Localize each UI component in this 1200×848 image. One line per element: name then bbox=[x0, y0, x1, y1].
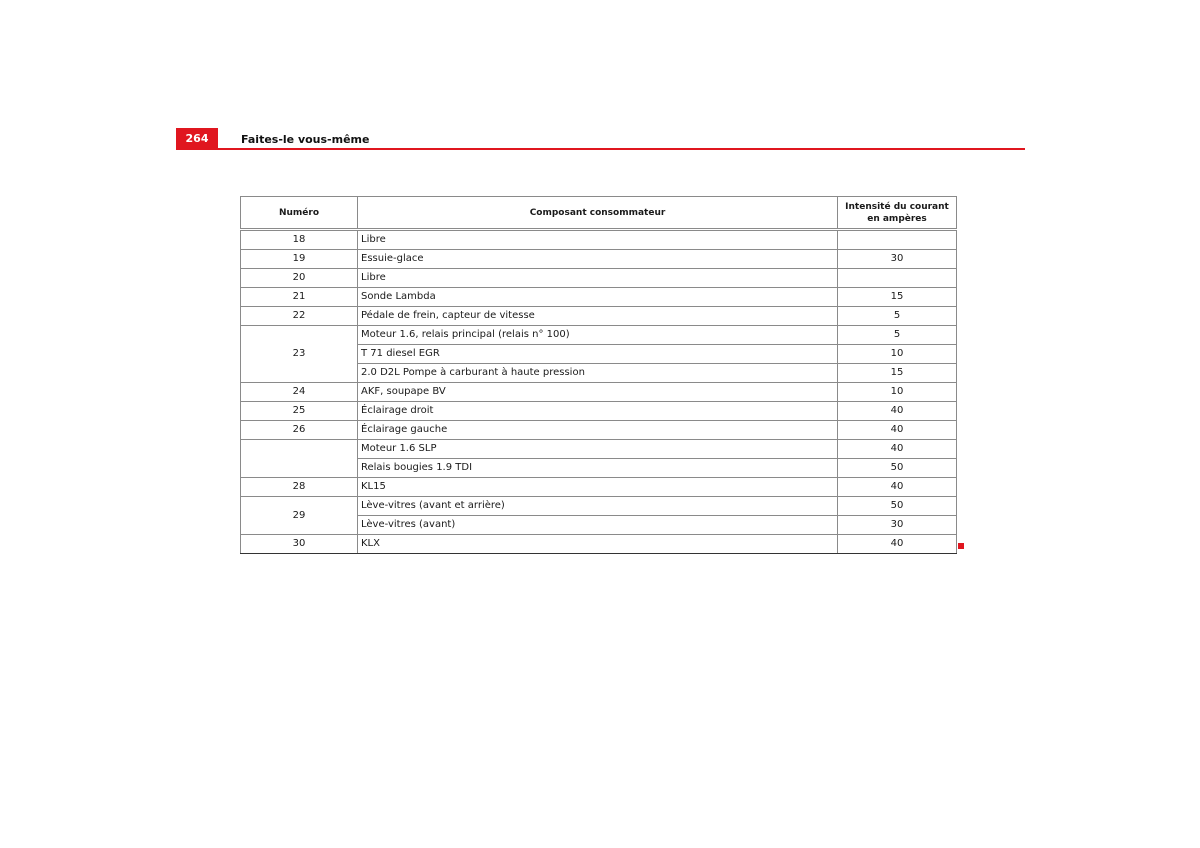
column-header-component: Composant consommateur bbox=[358, 197, 838, 230]
header-rule bbox=[176, 148, 1025, 150]
table-row bbox=[241, 288, 957, 307]
fuse-number: 29 bbox=[241, 497, 358, 535]
fuse-number: 25 bbox=[241, 402, 358, 421]
fuse-amperes: 30 bbox=[838, 516, 957, 535]
section-title: Faites-le vous-même bbox=[241, 133, 370, 146]
table-row bbox=[241, 421, 957, 440]
fuse-amperes: 40 bbox=[838, 440, 957, 459]
fuse-component: Éclairage gauche bbox=[358, 421, 838, 440]
fuse-number bbox=[241, 440, 358, 478]
fuse-component: Éclairage droit bbox=[358, 402, 838, 421]
table-row bbox=[241, 250, 957, 269]
fuse-amperes: 10 bbox=[838, 383, 957, 402]
fuse-amperes: 5 bbox=[838, 307, 957, 326]
fuse-number: 19 bbox=[241, 250, 358, 269]
table-row bbox=[241, 535, 957, 554]
fuse-amperes: 30 bbox=[838, 250, 957, 269]
fuse-component: 2.0 D2L Pompe à carburant à haute pression bbox=[358, 364, 838, 383]
fuse-amperes bbox=[838, 230, 957, 250]
fuse-component: T 71 diesel EGR bbox=[358, 345, 838, 364]
fuse-number: 20 bbox=[241, 269, 358, 288]
table-row bbox=[241, 440, 957, 459]
fuse-number: 18 bbox=[241, 230, 358, 250]
column-header-amperes: Intensité du courant en ampères bbox=[838, 197, 957, 230]
fuse-number: 24 bbox=[241, 383, 358, 402]
fuse-amperes: 10 bbox=[838, 345, 957, 364]
fuse-component: Relais bougies 1.9 TDI bbox=[358, 459, 838, 478]
fuse-amperes: 40 bbox=[838, 402, 957, 421]
fuse-component: Moteur 1.6, relais principal (relais n° 100) bbox=[358, 326, 838, 345]
fuse-amperes: 50 bbox=[838, 497, 957, 516]
fuse-amperes: 40 bbox=[838, 478, 957, 497]
table-row bbox=[241, 326, 957, 345]
end-of-section-marker bbox=[958, 543, 964, 549]
fuse-table bbox=[240, 196, 957, 554]
fuse-number: 26 bbox=[241, 421, 358, 440]
fuse-amperes: 15 bbox=[838, 288, 957, 307]
fuse-component: AKF, soupape BV bbox=[358, 383, 838, 402]
table-row bbox=[241, 230, 957, 250]
fuse-component: Essuie-glace bbox=[358, 250, 838, 269]
fuse-component: Pédale de frein, capteur de vitesse bbox=[358, 307, 838, 326]
fuse-number: 22 bbox=[241, 307, 358, 326]
fuse-number: 23 bbox=[241, 326, 358, 383]
table-row bbox=[241, 497, 957, 516]
page-number: 264 bbox=[176, 128, 218, 149]
fuse-component: Moteur 1.6 SLP bbox=[358, 440, 838, 459]
table-row bbox=[241, 383, 957, 402]
fuse-number: 21 bbox=[241, 288, 358, 307]
table-row bbox=[241, 402, 957, 421]
table-row bbox=[241, 307, 957, 326]
fuse-amperes: 5 bbox=[838, 326, 957, 345]
fuse-component: Lève-vitres (avant et arrière) bbox=[358, 497, 838, 516]
fuse-amperes: 15 bbox=[838, 364, 957, 383]
fuse-number: 30 bbox=[241, 535, 358, 554]
fuse-amperes: 40 bbox=[838, 421, 957, 440]
fuse-amperes: 40 bbox=[838, 535, 957, 554]
fuse-amperes bbox=[838, 269, 957, 288]
fuse-component: KLX bbox=[358, 535, 838, 554]
table-header-row bbox=[241, 197, 957, 230]
column-header-number: Numéro bbox=[241, 197, 358, 230]
fuse-component: Libre bbox=[358, 269, 838, 288]
fuse-number: 28 bbox=[241, 478, 358, 497]
fuse-component: Libre bbox=[358, 230, 838, 250]
fuse-component: Lève-vitres (avant) bbox=[358, 516, 838, 535]
table-row bbox=[241, 269, 957, 288]
fuse-component: KL15 bbox=[358, 478, 838, 497]
fuse-component: Sonde Lambda bbox=[358, 288, 838, 307]
fuse-amperes: 50 bbox=[838, 459, 957, 478]
table-row bbox=[241, 478, 957, 497]
